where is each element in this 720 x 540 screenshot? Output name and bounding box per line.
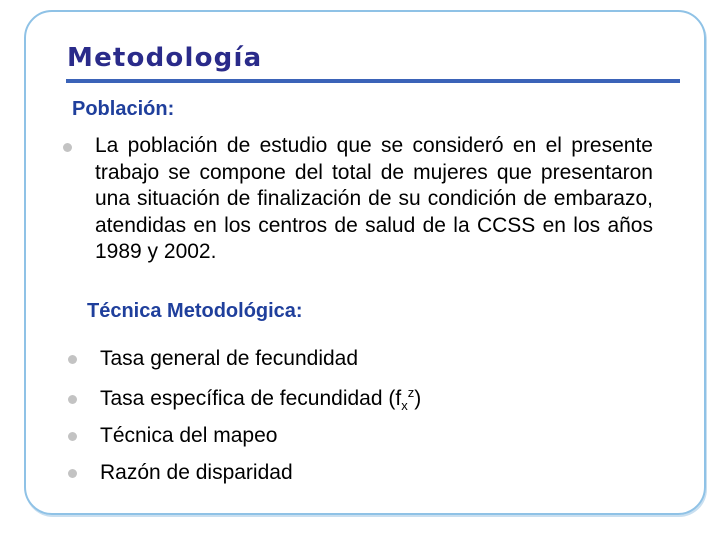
bullet-icon xyxy=(68,469,77,478)
poblacion-heading: Población: xyxy=(72,98,175,120)
bullet-icon xyxy=(68,432,77,441)
slide-title: Metodología xyxy=(67,43,263,73)
list-item-tasa-general: Tasa general de fecundidad xyxy=(100,347,359,370)
bullet-icon xyxy=(63,143,72,152)
bullet-icon xyxy=(68,395,77,404)
tecnica-heading: Técnica Metodológica: xyxy=(87,300,303,322)
bullet-icon xyxy=(68,355,77,364)
title-underline xyxy=(66,79,680,83)
list-item-tasa-especifica: Tasa específica de fecundidad $(f_x^z)$ xyxy=(100,385,422,413)
list-item-razon-disparidad: Razón de disparidad xyxy=(100,461,293,484)
poblacion-paragraph: La población de estudio que se consideró en el presente trabajo se compone del total de mujeres que presentaron una situación de finalización de su condición de embarazo, atendidas en los centros de salud de la CCSS en los años 1989 y 2002. xyxy=(95,134,653,263)
list-item-tecnica-mapeo: Técnica del mapeo xyxy=(100,424,278,447)
